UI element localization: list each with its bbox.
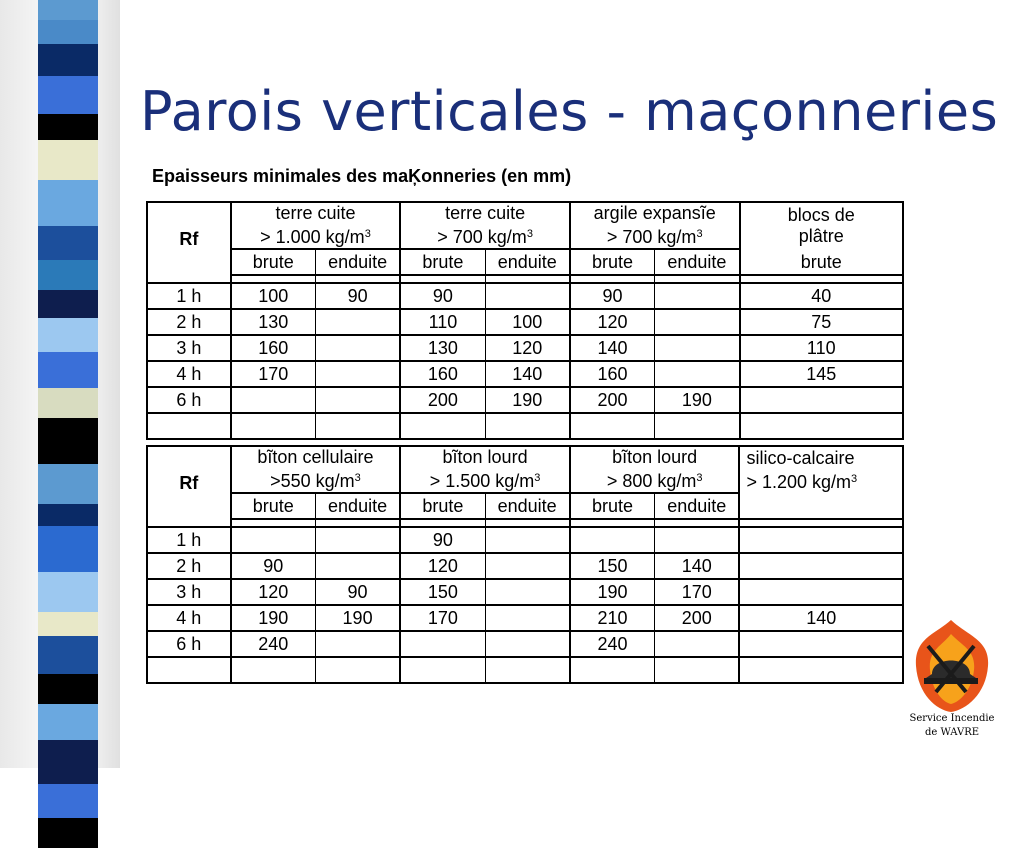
value-cell: 160	[570, 361, 655, 387]
table-row	[147, 579, 903, 605]
stripe	[38, 674, 98, 704]
group-name: silico-calcaire	[746, 447, 855, 468]
stripe	[38, 784, 98, 818]
value-cell	[231, 527, 316, 553]
fire-service-logo	[906, 616, 996, 716]
stripe	[38, 526, 98, 572]
value-cell: 170	[231, 361, 316, 387]
subheader-brute: brute	[400, 249, 485, 275]
group-density: > 1.200 kg/m	[746, 471, 852, 492]
rf-cell: 1 h	[147, 527, 231, 553]
value-cell	[400, 631, 485, 657]
value-cell: 190	[655, 387, 740, 413]
stripe	[38, 226, 98, 260]
value-cell	[315, 631, 400, 657]
group-density: > 1.000 kg/m	[260, 227, 365, 247]
spacer-row	[147, 519, 903, 527]
value-cell: 140	[485, 361, 570, 387]
subheader-enduite: enduite	[485, 493, 570, 519]
value-cell	[739, 553, 903, 579]
group-exponent: 3	[354, 472, 361, 484]
value-cell: 75	[740, 309, 903, 335]
value-cell	[655, 283, 740, 309]
rf-cell: 6 h	[147, 387, 231, 413]
rf-cell: 6 h	[147, 631, 231, 657]
stripe	[38, 20, 98, 44]
group-exponent: 3	[696, 472, 703, 484]
subheader-enduite: enduite	[485, 249, 570, 275]
subheader-enduite: enduite	[315, 249, 400, 275]
header-group-3	[570, 446, 740, 493]
spacer-row	[147, 275, 903, 283]
logo-caption	[900, 712, 1004, 740]
rf-cell: 4 h	[147, 361, 231, 387]
subheader-enduite: enduite	[315, 493, 400, 519]
subheader-brute: brute	[231, 249, 316, 275]
value-cell	[231, 387, 316, 413]
stripe	[38, 290, 98, 318]
value-cell	[485, 631, 570, 657]
value-cell: 150	[570, 553, 655, 579]
value-cell: 170	[400, 605, 485, 631]
header-group-1	[231, 446, 401, 493]
value-cell	[570, 527, 655, 553]
value-cell	[315, 361, 400, 387]
stripe	[38, 612, 98, 636]
subheader-row	[147, 249, 903, 275]
group-exponent: 3	[534, 472, 541, 484]
group-density: > 800 kg/m	[606, 471, 697, 491]
table-bottom-rule	[147, 657, 903, 683]
table-row	[147, 361, 903, 387]
value-cell	[739, 631, 903, 657]
subheader-row	[147, 493, 903, 519]
header-group-4	[740, 202, 903, 249]
stripe	[38, 704, 98, 740]
group-density: > 700 kg/m	[606, 227, 697, 247]
value-cell	[315, 553, 400, 579]
header-group-2	[400, 446, 570, 493]
value-cell: 100	[485, 309, 570, 335]
stripe-band	[38, 0, 98, 768]
table-masonry-2	[146, 442, 904, 684]
stripe	[38, 140, 98, 180]
value-cell: 120	[231, 579, 316, 605]
subheader-enduite: enduite	[655, 249, 740, 275]
group-exponent: 3	[851, 472, 858, 485]
header-row	[147, 446, 903, 493]
subheader-brute: brute	[570, 493, 655, 519]
stripe	[38, 418, 98, 464]
value-cell: 160	[231, 335, 316, 361]
subheader-empty	[739, 493, 903, 519]
value-cell: 160	[400, 361, 485, 387]
rf-cell: 2 h	[147, 309, 231, 335]
value-cell	[739, 527, 903, 553]
stripe	[38, 76, 98, 114]
value-cell: 190	[485, 387, 570, 413]
value-cell: 190	[231, 605, 316, 631]
table-bottom-rule	[147, 413, 903, 439]
value-cell: 90	[231, 553, 316, 579]
header-group-2	[400, 202, 570, 249]
stripe	[38, 388, 98, 418]
table-body	[147, 519, 903, 683]
value-cell	[655, 309, 740, 335]
value-cell: 90	[400, 283, 485, 309]
value-cell: 90	[570, 283, 655, 309]
table-row	[147, 283, 903, 309]
group-name: argile expansĩe	[593, 203, 716, 223]
header-group-3	[570, 202, 740, 249]
value-cell	[315, 309, 400, 335]
table-masonry-1	[146, 198, 904, 440]
value-cell	[740, 387, 903, 413]
value-cell	[739, 579, 903, 605]
value-cell: 240	[231, 631, 316, 657]
table-row	[147, 335, 903, 361]
value-cell	[315, 527, 400, 553]
value-cell: 200	[570, 387, 655, 413]
header-group-1	[231, 202, 401, 249]
subheader-enduite: enduite	[655, 493, 740, 519]
table-caption: Epaisseurs minimales des maĶonneries (en mm)	[152, 166, 572, 186]
value-cell: 140	[655, 553, 740, 579]
value-cell: 100	[231, 283, 316, 309]
helmet-brim	[924, 678, 978, 684]
group-density: plâtre	[798, 226, 844, 246]
value-cell	[655, 527, 740, 553]
stripe	[38, 260, 98, 290]
value-cell	[485, 527, 570, 553]
value-cell	[655, 361, 740, 387]
value-cell: 110	[740, 335, 903, 361]
stripe	[38, 572, 98, 612]
slide-title: Parois verticales - maçonneries	[140, 80, 999, 143]
value-cell: 120	[485, 335, 570, 361]
value-cell	[485, 605, 570, 631]
subheader-brute: brute	[740, 249, 903, 275]
value-cell: 40	[740, 283, 903, 309]
stripe	[38, 114, 98, 140]
value-cell: 140	[570, 335, 655, 361]
group-exponent: 3	[696, 228, 703, 240]
value-cell: 90	[315, 579, 400, 605]
stripe	[38, 636, 98, 674]
value-cell	[485, 283, 570, 309]
value-cell	[655, 335, 740, 361]
stripe	[38, 352, 98, 388]
rf-cell: 2 h	[147, 553, 231, 579]
table-row	[147, 387, 903, 413]
value-cell: 130	[400, 335, 485, 361]
subheader-brute: brute	[400, 493, 485, 519]
value-cell: 110	[400, 309, 485, 335]
value-cell: 120	[400, 553, 485, 579]
value-cell: 140	[739, 605, 903, 631]
value-cell: 90	[315, 283, 400, 309]
value-cell: 190	[315, 605, 400, 631]
value-cell	[485, 553, 570, 579]
rf-header: Rf	[147, 446, 231, 519]
value-cell: 200	[400, 387, 485, 413]
stripe	[38, 318, 98, 352]
stripe	[38, 464, 98, 504]
table-row	[147, 553, 903, 579]
value-cell: 145	[740, 361, 903, 387]
value-cell	[655, 631, 740, 657]
group-name: blocs de	[787, 205, 855, 225]
rf-cell: 1 h	[147, 283, 231, 309]
table-row	[147, 527, 903, 553]
value-cell	[485, 579, 570, 605]
group-exponent: 3	[364, 228, 371, 240]
table-row	[147, 605, 903, 631]
value-cell: 240	[570, 631, 655, 657]
group-name: terre cuite	[445, 203, 526, 223]
value-cell: 150	[400, 579, 485, 605]
group-name: bĩton lourd	[442, 447, 528, 467]
stripe	[38, 0, 98, 20]
stripe	[38, 44, 98, 76]
value-cell: 200	[655, 605, 740, 631]
value-cell: 210	[570, 605, 655, 631]
subheader-brute: brute	[231, 493, 316, 519]
table-row	[147, 631, 903, 657]
stripe	[38, 504, 98, 526]
group-name: terre cuite	[275, 203, 356, 223]
group-density: > 1.500 kg/m	[429, 471, 535, 491]
value-cell: 170	[655, 579, 740, 605]
header-row	[147, 202, 903, 249]
rf-header: Rf	[147, 202, 231, 275]
caption-line-1: Service Incendie	[909, 713, 995, 724]
group-name: bĩton lourd	[612, 447, 698, 467]
rf-cell: 4 h	[147, 605, 231, 631]
value-cell	[315, 387, 400, 413]
value-cell: 130	[231, 309, 316, 335]
group-exponent: 3	[526, 228, 533, 240]
stripe	[38, 180, 98, 226]
table-row	[147, 309, 903, 335]
rf-cell: 3 h	[147, 579, 231, 605]
value-cell	[315, 335, 400, 361]
stripe	[38, 740, 98, 784]
caption-line-2: de WAVRE	[924, 727, 980, 738]
value-cell: 120	[570, 309, 655, 335]
stripe	[38, 818, 98, 848]
value-cell: 190	[570, 579, 655, 605]
header-group-4	[739, 446, 903, 493]
group-density: >550 kg/m	[270, 471, 355, 491]
subheader-brute: brute	[570, 249, 655, 275]
group-name: bĩton cellulaire	[257, 447, 374, 467]
table-body	[147, 275, 903, 439]
value-cell: 90	[400, 527, 485, 553]
group-density: > 700 kg/m	[437, 227, 527, 247]
rf-cell: 3 h	[147, 335, 231, 361]
